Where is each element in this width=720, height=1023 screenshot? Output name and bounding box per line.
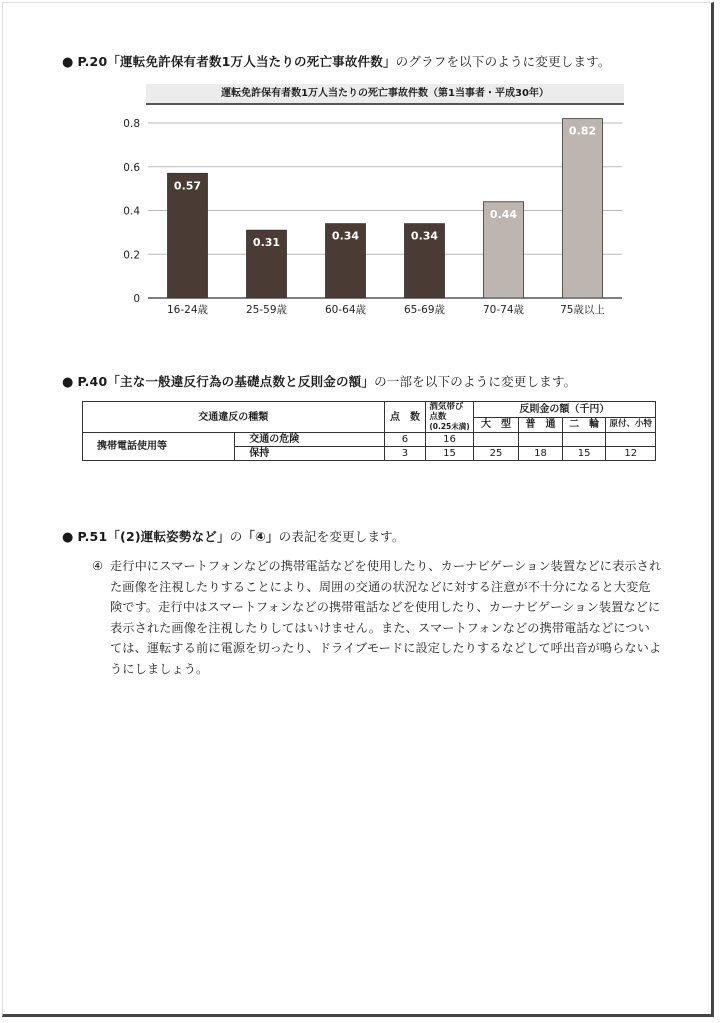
bar-value-label: 0.57 [173, 179, 202, 193]
row-alcohol: 15 [426, 447, 473, 461]
section-title: 「主な一般違反行為の基礎点数と反則金の額」 [107, 374, 375, 389]
header-alcohol-line3: (0.25未満) [429, 422, 470, 431]
row-points: 3 [384, 447, 426, 461]
bar-value-label: 0.82 [568, 124, 597, 138]
x-tick-label: 25-59歳 [245, 304, 288, 316]
header-points: 点 数 [384, 402, 426, 433]
chart-title: 運転免許保有者数1万人当たりの死亡事故件数（第1当事者・平成30年） [146, 84, 624, 105]
table-header-row [83, 402, 656, 418]
y-tick-label: 0 [133, 293, 140, 305]
row-moped [606, 433, 656, 447]
bullet-icon: ● [62, 55, 74, 70]
section-heading-p51 [62, 527, 405, 545]
row-label: 携帯電話使用等 [83, 433, 235, 461]
row-points: 6 [384, 433, 426, 447]
bar-chart [0, 0, 720, 340]
header-moped: 原付、小特 [606, 417, 656, 433]
section-title: 「運転免許保有者数1万人当たりの死亡事故件数」 [107, 54, 396, 69]
bar-value-label: 0.31 [252, 236, 281, 250]
body-paragraph [92, 556, 662, 679]
row-twowheel [562, 433, 606, 447]
paragraph-text: 走行中にスマートフォンなどの携帯電話などを使用したり、カーナビゲーション装置などに表示された画像を注視したりすることにより、周囲の交通の状況などに対する注意が不十分になると大変危険です。走行中はスマートフォンなどの携帯電話などを使用したり、カーナビゲーション装置などに表示された画像を注視したりしてはいけません。また、スマートフォンなどの携帯電話などについては、運転する前に電源を切ったり、ドライブモードに設定したりするなどして呼出音が鳴らないようにしましょう。 [110, 559, 662, 676]
y-tick-label: 0.4 [123, 205, 140, 218]
row-normal [519, 433, 563, 447]
x-tick-label: 60-64歳 [324, 304, 367, 316]
x-tick-label: 75歳以上 [560, 304, 605, 316]
bar-value-label: 0.34 [331, 229, 360, 243]
row-normal: 18 [519, 447, 563, 461]
row-twowheel: 15 [562, 447, 606, 461]
row-moped: 12 [606, 447, 656, 461]
fine-table [82, 401, 656, 461]
row-alcohol: 16 [426, 433, 473, 447]
y-tick-label: 0.2 [123, 249, 140, 262]
row-type: 保持 [235, 447, 384, 461]
header-alcohol-line1: 酒気帯び [429, 402, 464, 412]
header-normal: 普 通 [519, 417, 563, 433]
section-mid: の [229, 529, 243, 544]
x-tick-label: 70-74歳 [482, 304, 525, 316]
row-large: 25 [473, 447, 519, 461]
page-ref: P.20 [77, 54, 108, 69]
bullet-icon: ● [62, 375, 74, 390]
section-suffix: のグラフを以下のように変更します。 [395, 54, 611, 69]
header-violation: 交通違反の種類 [83, 402, 385, 433]
bar [563, 119, 603, 298]
page-ref: P.40 [77, 374, 108, 389]
section-suffix: の表記を変更します。 [278, 529, 405, 544]
section-heading-p40 [62, 372, 576, 390]
table-row [83, 433, 656, 447]
x-tick-label: 65-69歳 [403, 304, 446, 316]
header-alcohol-line2: 点数 [429, 412, 447, 422]
header-large: 大 型 [473, 417, 519, 433]
section-title: 「(2)運転姿勢など」 [107, 529, 230, 544]
bar-value-label: 0.44 [489, 207, 518, 221]
header-twowheel: 二 輪 [562, 417, 606, 433]
header-fine: 反則金の額（千円） [473, 402, 655, 418]
y-tick-label: 0.6 [123, 161, 140, 174]
item-number-mark: ④ [92, 559, 104, 573]
x-tick-label: 16-24歳 [166, 304, 209, 316]
header-alcohol [426, 402, 473, 433]
bullet-icon: ● [62, 530, 74, 545]
bar-value-label: 0.34 [410, 229, 439, 243]
row-type: 交通の危険 [235, 433, 384, 447]
y-tick-label: 0.8 [123, 118, 140, 130]
section-suffix: の一部を以下のように変更します。 [374, 374, 577, 389]
section-item: 「④」 [242, 529, 279, 544]
page-ref: P.51 [77, 529, 108, 544]
row-large [473, 433, 519, 447]
